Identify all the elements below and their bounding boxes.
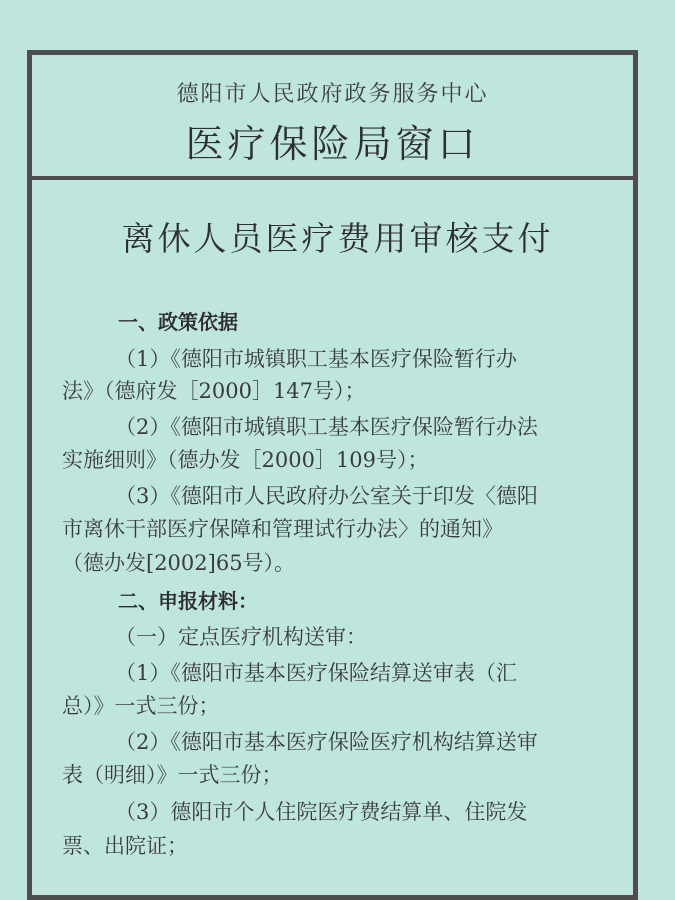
policy-item-2-line-2: 实施细则》（德办发［2000］109号）； bbox=[62, 448, 429, 472]
materials-subheading-1: （一）定点医疗机构送审： bbox=[115, 625, 367, 649]
policy-item-1-line-1: （1）《德阳市城镇职工基本医疗保险暂行办 bbox=[115, 347, 517, 371]
policy-item-3-line-2: 市离休干部医疗保障和管理试行办法〉的通知》 bbox=[62, 517, 503, 541]
materials-item-3-line-1: （3）德阳市个人住院医疗费结算单、住院发 bbox=[115, 800, 528, 824]
header-box bbox=[32, 55, 633, 180]
materials-item-2-line-2: 表（明细）》一式三份； bbox=[62, 763, 283, 787]
policy-item-2-line-1: （2）《德阳市城镇职工基本医疗保险暂行办法 bbox=[115, 415, 538, 439]
policy-item-3-line-3: （德办发[2002]65号）。 bbox=[62, 551, 296, 575]
policy-item-3-line-1: （3）《德阳市人民政府办公室关于印发〈德阳 bbox=[115, 484, 538, 508]
policy-item-1-line-2: 法》（德府发［2000］147号）； bbox=[62, 379, 366, 403]
window-title: 医疗保险局窗口 bbox=[185, 122, 480, 166]
policy-heading: 一、政策依据 bbox=[118, 310, 238, 334]
document-title: 离休人员医疗费用审核支付 bbox=[121, 219, 554, 258]
materials-heading: 二、申报材料： bbox=[118, 589, 258, 613]
materials-item-1-line-1: （1）《德阳市基本医疗保险结算送审表（汇 bbox=[115, 661, 517, 685]
materials-item-2-line-1: （2）《德阳市基本医疗保险医疗机构结算送审 bbox=[115, 730, 538, 754]
center-name: 德阳市人民政府政务服务中心 bbox=[176, 82, 489, 107]
materials-item-3-line-2: 票、出院证； bbox=[62, 834, 188, 858]
materials-item-1-line-2: 总）》一式三份； bbox=[62, 694, 220, 718]
